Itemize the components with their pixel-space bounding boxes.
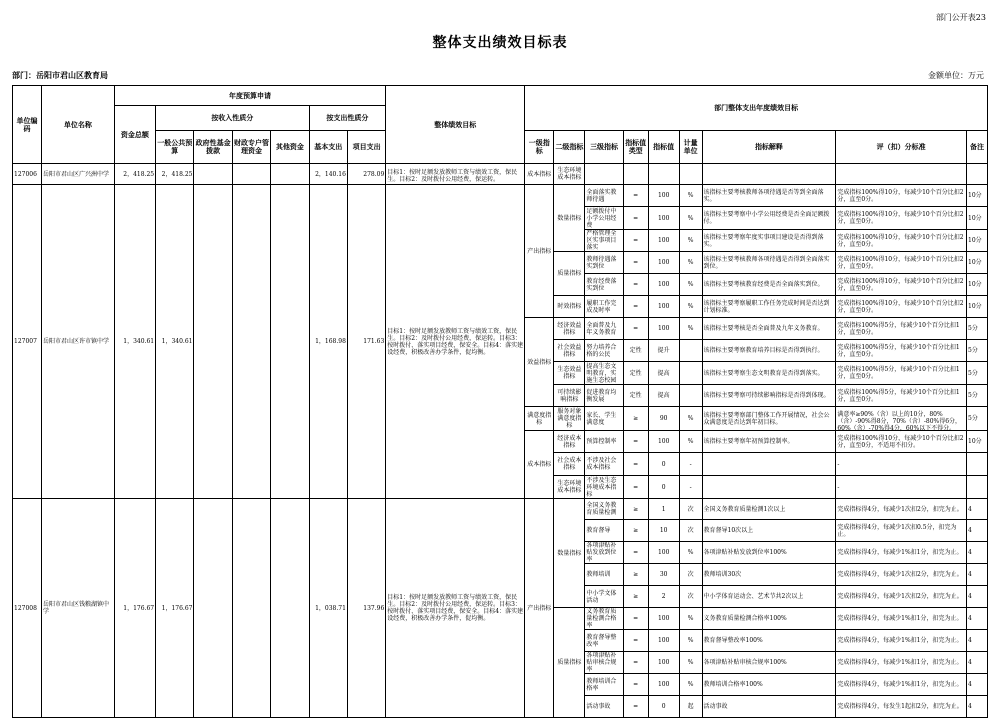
- indicator-explain: 活动事故: [702, 696, 836, 718]
- header-l1: 一级指标: [525, 131, 554, 164]
- value-type: =: [623, 318, 648, 340]
- indicator-value: 100: [648, 431, 679, 453]
- measure-unit: 起: [679, 696, 702, 718]
- header-goal: 整体绩效目标: [386, 86, 525, 164]
- value-type: =: [623, 252, 648, 274]
- value-type: =: [623, 230, 648, 252]
- scoring-criteria: 完成指标100%得5分，每减少10个百分比扣1分，直至0分。: [836, 362, 967, 385]
- l2-indicator: 时效指标: [554, 296, 585, 318]
- scoring-criteria: 完成指标100%得10分，每减少10个百分比扣2分，直至0分。: [836, 296, 967, 318]
- l3-indicator: 预算控制率: [585, 431, 623, 453]
- amount-general: 2，418.25: [156, 164, 194, 185]
- indicator-value: 1: [648, 499, 679, 520]
- measure-unit: %: [679, 674, 702, 696]
- value-type: [623, 164, 648, 185]
- remark: 4: [967, 564, 988, 586]
- scoring-criteria: 完成指标100%得5分，每减少10个百分比扣1分，直至0分。: [836, 318, 967, 340]
- header-total: 资金总额: [114, 106, 155, 164]
- l1-indicator: 满意度指标: [525, 407, 554, 431]
- remark: 10分: [967, 185, 988, 207]
- unit-goal: [386, 164, 525, 185]
- l2-indicator: 生态效益指标: [554, 362, 585, 385]
- scoring-criteria: -: [836, 453, 967, 476]
- scoring-criteria: 完成指标得4分，每减少1次扣2分，扣完为止。: [836, 586, 967, 608]
- remark: 5分: [967, 340, 988, 362]
- indicator-explain: 教育督导10次以上: [702, 520, 836, 542]
- amount-other: [271, 164, 309, 185]
- l2-indicator: 可持续影响指标: [554, 385, 585, 407]
- scoring-criteria: 完成指标得4分，每减少1%扣1分，扣完为止。: [836, 630, 967, 652]
- scoring-criteria: 完成指标100%得5分，每减少10个百分比扣1分，直至0分。: [836, 340, 967, 362]
- header-value-type: 指标值类型: [623, 131, 648, 164]
- indicator-value: 100: [648, 630, 679, 652]
- header-unit-name: 单位名称: [42, 86, 115, 164]
- measure-unit: %: [679, 542, 702, 564]
- value-type: ≥: [623, 564, 648, 586]
- measure-unit: %: [679, 608, 702, 630]
- l3-indicator: 全面普及九年义务教育: [585, 318, 623, 340]
- remark: [967, 453, 988, 476]
- unit-name: 岳阳市君山区钱粮湖镇中学: [42, 499, 115, 718]
- header-l3: 三级指标: [585, 131, 623, 164]
- measure-unit: 次: [679, 564, 702, 586]
- scoring-criteria: 完成指标100%得10分，每减少10个百分比扣2分，直至0分。: [836, 274, 967, 296]
- header-other: 其他资金: [271, 131, 309, 164]
- indicator-value: [648, 164, 679, 185]
- amount-general: 1，176.67: [156, 499, 194, 718]
- l3-indicator: 教师培训: [585, 564, 623, 586]
- scoring-criteria: 完成指标100%得10分，每减少10个百分比扣2分，直至0分，不适用不扣分。: [836, 431, 967, 453]
- measure-unit: [679, 340, 702, 362]
- l3-indicator: 不涉及社会成本指标: [585, 453, 623, 476]
- value-type: =: [623, 207, 648, 230]
- remark: 4: [967, 674, 988, 696]
- l3-indicator: 不涉及生态环境成本指标: [585, 476, 623, 499]
- remark: 10分: [967, 207, 988, 230]
- measure-unit: 次: [679, 499, 702, 520]
- remark: 10分: [967, 252, 988, 274]
- value-type: =: [623, 630, 648, 652]
- amount-basic: 2，140.16: [309, 164, 347, 185]
- table-row: [13, 499, 988, 520]
- remark: 10分: [967, 230, 988, 252]
- indicator-explain: 该指标主要考察年度实事项目建设是否得到落实。: [702, 230, 836, 252]
- indicator-explain: 该指标主要考察履职工作任务完成时间是否达到计划标准。: [702, 296, 836, 318]
- indicator-explain: 该指标主要考核教师各项待遇是否等到全面落实。: [702, 185, 836, 207]
- l3-indicator: 家长、学生满意度: [585, 407, 623, 431]
- scoring-criteria: 完成指标得4分，每减少1次扣2分，扣完为止。: [836, 499, 967, 520]
- scoring-criteria: 完成指标得4分，每减少1次扣2分，扣完为止。: [836, 564, 967, 586]
- l2-indicator: 质量指标: [554, 252, 585, 296]
- indicator-value: 10: [648, 520, 679, 542]
- header-remark: 备注: [967, 131, 988, 164]
- value-type: 定性: [623, 385, 648, 407]
- indicator-value: 100: [648, 608, 679, 630]
- amount-special: [232, 499, 270, 718]
- indicator-value: 100: [648, 296, 679, 318]
- measure-unit: %: [679, 431, 702, 453]
- amount-total: 1，176.67: [114, 499, 155, 718]
- measure-unit: 次: [679, 586, 702, 608]
- measure-unit: %: [679, 652, 702, 674]
- indicator-value: 100: [648, 318, 679, 340]
- measure-unit: %: [679, 252, 702, 274]
- l1-indicator: 成本指标: [525, 164, 554, 185]
- header-income-group: 按收入性质分: [156, 106, 309, 131]
- scoring-criteria: 完成指标得4分，每发生1起扣2分，扣完为止。: [836, 696, 967, 718]
- measure-unit: %: [679, 207, 702, 230]
- value-type: ≥: [623, 499, 648, 520]
- measure-unit: %: [679, 274, 702, 296]
- unit-goal: 目标1：按时足额发放教师工资与绩效工资，保民生。目标2：及时拨付公用经费，保运转。目标3：按时拨付、落实项目经费，保安全。目标4：落实建设经费，积极改善办学条件，促均衡。: [386, 185, 525, 499]
- remark: 5分: [967, 362, 988, 385]
- value-type: =: [623, 652, 648, 674]
- remark: 4: [967, 696, 988, 718]
- amount-special: [232, 164, 270, 185]
- indicator-value: 100: [648, 207, 679, 230]
- l3-indicator: 努力培养合格的公民: [585, 340, 623, 362]
- l3-indicator: 教师培训合格率: [585, 674, 623, 696]
- header-fund: 政府性基金拨款: [194, 131, 232, 164]
- measure-unit: %: [679, 318, 702, 340]
- amount-project: 171.63: [347, 185, 385, 499]
- indicator-value: 提高: [648, 362, 679, 385]
- remark: 5分: [967, 385, 988, 407]
- header-basic: 基本支出: [309, 131, 347, 164]
- amount-other: [271, 185, 309, 499]
- remark: 4: [967, 542, 988, 564]
- header-criteria: 评（扣）分标准: [836, 131, 967, 164]
- measure-unit: [679, 362, 702, 385]
- indicator-explain: 义务教育质量检测合格率100%: [702, 608, 836, 630]
- header-l2: 二级指标: [554, 131, 585, 164]
- scoring-criteria: 完成指标得4分，每减少1%扣1分，扣完为止。: [836, 542, 967, 564]
- table-number-label: 部门公开表23: [935, 13, 986, 22]
- scoring-criteria: [836, 407, 967, 431]
- l2-indicator: 服务对象满意度指标: [554, 407, 585, 431]
- value-type: 定性: [623, 362, 648, 385]
- scoring-criteria: 完成指标100%得10分，每减少10个百分比扣2分，直至0分。: [836, 252, 967, 274]
- l2-indicator: 经济成本指标: [554, 431, 585, 453]
- indicator-explain: 该指标主要考察中小学公用经费是否全面足额拨付。: [702, 207, 836, 230]
- indicator-explain: 该指标主要考察部门整体工作开展情况，社会公众满意度是否达到年初目标。: [702, 407, 836, 431]
- value-type: =: [623, 476, 648, 499]
- l3-indicator: 履职工作完成及时率: [585, 296, 623, 318]
- indicator-explain: 该指标主要考核教师各项待遇是否得到全面落实到位。: [702, 252, 836, 274]
- measure-unit: %: [679, 230, 702, 252]
- unit-name: 岳阳市君山区广兴洲中学: [42, 164, 115, 185]
- amount-other: [271, 499, 309, 718]
- l2-indicator: 质量指标: [554, 608, 585, 718]
- measure-unit: [679, 164, 702, 185]
- remark: 10分: [967, 296, 988, 318]
- l2-indicator: 经济效益指标: [554, 318, 585, 340]
- scoring-criteria: 完成指标100%得10分，每减少10个百分比扣2分，直至0分。: [836, 207, 967, 230]
- indicator-value: 100: [648, 185, 679, 207]
- indicator-value: 0: [648, 476, 679, 499]
- header-project: 项目支出: [347, 131, 385, 164]
- header-value: 指标值: [648, 131, 679, 164]
- indicator-value: 提高: [648, 385, 679, 407]
- remark: 4: [967, 630, 988, 652]
- l1-indicator: 产出指标: [525, 185, 554, 318]
- value-type: 定性: [623, 340, 648, 362]
- measure-unit: %: [679, 185, 702, 207]
- l3-indicator: 严格管理全区实事项目落实: [585, 230, 623, 252]
- indicator-explain: 教师培训30次: [702, 564, 836, 586]
- table-row: [13, 164, 988, 185]
- indicator-explain: 各项津贴补贴审核合规率100%: [702, 652, 836, 674]
- indicator-explain: 该指标主要考核是否全面普及九年义务教育。: [702, 318, 836, 340]
- value-type: =: [623, 185, 648, 207]
- remark: [967, 164, 988, 185]
- indicator-explain: [702, 164, 836, 185]
- header-special: 财政专户管理资金: [232, 131, 270, 164]
- l3-indicator: [585, 164, 623, 185]
- scoring-criteria-text: 满意率≥90%（含）以上的10分，80%（含）-90%得8分，70%（含）-80%得6分，60%（含）-70%得4分，60%以下不得分。: [837, 410, 962, 432]
- indicator-value: 0: [648, 453, 679, 476]
- amount-total: 2，418.25: [114, 164, 155, 185]
- amount-fund: [194, 164, 232, 185]
- amount-project: 278.09: [347, 164, 385, 185]
- value-type: ≥: [623, 407, 648, 431]
- indicator-value: 100: [648, 652, 679, 674]
- value-type: =: [623, 453, 648, 476]
- l3-indicator: 全面落实教师待遇: [585, 185, 623, 207]
- value-type: =: [623, 296, 648, 318]
- remark: 5分: [967, 407, 988, 431]
- value-type: ≥: [623, 520, 648, 542]
- unit-name: 岳阳市君山区许市镇中学: [42, 185, 115, 499]
- remark: [967, 476, 988, 499]
- amount-basic: 1，168.98: [309, 185, 347, 499]
- scoring-criteria: 完成指标得4分，每减少1%扣1分，扣完为止。: [836, 608, 967, 630]
- l3-indicator: 义务教育质量检测合格率: [585, 608, 623, 630]
- header-explain: 指标解释: [702, 131, 836, 164]
- header-expense-group: 按支出性质分: [309, 106, 386, 131]
- indicator-value: 100: [648, 542, 679, 564]
- measure-unit: -: [679, 453, 702, 476]
- remark: 4: [967, 652, 988, 674]
- measure-unit: %: [679, 296, 702, 318]
- remark: 4: [967, 499, 988, 520]
- l3-indicator: 教育经费落实到位: [585, 274, 623, 296]
- value-type: =: [623, 431, 648, 453]
- indicator-explain: 各项津贴补贴发放到位率100%: [702, 542, 836, 564]
- scoring-criteria: -: [836, 476, 967, 499]
- indicator-value: 90: [648, 407, 679, 431]
- indicator-explain: 全国义务教育质量检测1次以上: [702, 499, 836, 520]
- unit-goal-text: 目标1：按时足额发放教师工资与绩效工资，保民生。目标2：及时拨付公用经费，保运转。: [387, 169, 518, 183]
- measure-unit: %: [679, 407, 702, 431]
- remark: 4: [967, 608, 988, 630]
- indicator-explain: 教师培训合格率100%: [702, 674, 836, 696]
- performance-table: [12, 85, 988, 718]
- indicator-explain: 该指标主要考察可持续影响指标是否得到体现。: [702, 385, 836, 407]
- l1-indicator: 效益指标: [525, 318, 554, 407]
- l2-indicator: 生态环境成本指标: [554, 476, 585, 499]
- indicator-explain: 该指标主要考核教育经费是否全面落实到位。: [702, 274, 836, 296]
- indicator-value: 0: [648, 696, 679, 718]
- measure-unit: [679, 385, 702, 407]
- indicator-explain: 教育督导整改率100%: [702, 630, 836, 652]
- indicator-value: 100: [648, 274, 679, 296]
- unit-code: 127008: [13, 499, 42, 718]
- scoring-criteria: 完成指标100%得5分，每减少10个百分比扣1分，直至0分。: [836, 385, 967, 407]
- amount-fund: [194, 185, 232, 499]
- value-type: =: [623, 542, 648, 564]
- l3-indicator: 足额拨付中小学公用经费: [585, 207, 623, 230]
- header-code: 单位编码: [13, 86, 42, 164]
- page-title: 整体支出绩效目标表: [432, 35, 568, 51]
- unit-code: 127006: [13, 164, 42, 185]
- l2-indicator: 数量指标: [554, 185, 585, 252]
- scoring-criteria: 完成指标得4分，每减少1%扣1分，扣完为止。: [836, 674, 967, 696]
- l3-indicator: 教师待遇落实到位: [585, 252, 623, 274]
- value-type: =: [623, 674, 648, 696]
- amount-project: 137.96: [347, 499, 385, 718]
- indicator-value: 100: [648, 252, 679, 274]
- value-type: =: [623, 608, 648, 630]
- indicator-explain: [702, 453, 836, 476]
- amount-fund: [194, 499, 232, 718]
- l1-indicator: 成本指标: [525, 431, 554, 499]
- l2-indicator: 社会成本指标: [554, 453, 585, 476]
- unit-code: 127007: [13, 185, 42, 499]
- indicator-explain: 该指标主要考察年初预算控制率。: [702, 431, 836, 453]
- measure-unit: 次: [679, 520, 702, 542]
- scoring-criteria: 完成指标得4分，每减少1次扣0.5分，扣完为止。: [836, 520, 967, 542]
- l2-indicator: 社会效益指标: [554, 340, 585, 362]
- measure-unit: %: [679, 630, 702, 652]
- amount-total: 1，340.61: [114, 185, 155, 499]
- l3-indicator: 全国义务教育质量检测: [585, 499, 623, 520]
- indicator-value: 30: [648, 564, 679, 586]
- header-measure-unit: 计量单位: [679, 131, 702, 164]
- l1-indicator: 产出指标: [525, 499, 554, 718]
- scoring-criteria: 完成指标得4分，每减少1%扣1分，扣完为止。: [836, 652, 967, 674]
- l3-indicator: 各项津贴补贴审核合规率: [585, 652, 623, 674]
- indicator-value: 提升: [648, 340, 679, 362]
- measure-unit: -: [679, 476, 702, 499]
- remark: 10分: [967, 274, 988, 296]
- value-type: =: [623, 696, 648, 718]
- remark: 5分: [967, 318, 988, 340]
- scoring-criteria: 完成指标100%得10分，每减少10个百分比扣2分，直至0分。: [836, 185, 967, 207]
- amount-special: [232, 185, 270, 499]
- amount-basic: 1，038.71: [309, 499, 347, 718]
- header-budget-group: 年度预算申请: [114, 86, 386, 106]
- indicator-explain: 中小学体育运动会、艺术节共2次以上: [702, 586, 836, 608]
- unit-goal: 目标1：按时足额发放教师工资与绩效工资，保民生。目标2：及时拨付公用经费，保运转。目标3：按时拨付、落实项目经费，保安全。目标4：落实建设经费，积极改善办学条件，促均衡。: [386, 499, 525, 718]
- header-perf-group: 部门整体支出年度绩效目标: [525, 86, 988, 131]
- l3-indicator: 促进教育均衡发展: [585, 385, 623, 407]
- remark: 10分: [967, 431, 988, 453]
- value-type: =: [623, 274, 648, 296]
- amount-unit-label: 金额单位：万元: [928, 71, 984, 80]
- indicator-value: 2: [648, 586, 679, 608]
- amount-general: 1，340.61: [156, 185, 194, 499]
- scoring-criteria: 完成指标100%得10分，每减少10个百分比扣2分，直至0分。: [836, 230, 967, 252]
- indicator-explain: [702, 476, 836, 499]
- l3-indicator: 提高生态文明教育，实施生态校园: [585, 362, 623, 385]
- table-row: [13, 185, 988, 207]
- scoring-criteria: [836, 164, 967, 185]
- remark: 4: [967, 520, 988, 542]
- l3-indicator: 各项津贴补贴发放到位率: [585, 542, 623, 564]
- l2-indicator: 数量指标: [554, 499, 585, 608]
- header-general: 一般公共预算: [156, 131, 194, 164]
- indicator-value: 100: [648, 230, 679, 252]
- l3-indicator: 中小学文体活动: [585, 586, 623, 608]
- value-type: ≥: [623, 586, 648, 608]
- indicator-explain: 该指标主要考察生态文明教育是否得到落实。: [702, 362, 836, 385]
- l3-indicator: 教育督导: [585, 520, 623, 542]
- department-label: 部门：岳阳市君山区教育局: [12, 70, 108, 80]
- indicator-explain: 该指标主要考察教育培养目标是否得到执行。: [702, 340, 836, 362]
- l3-indicator: 活动事故: [585, 696, 623, 718]
- l3-indicator: 教育督导整改率: [585, 630, 623, 652]
- indicator-value: 100: [648, 674, 679, 696]
- l2-indicator: 生态环境成本指标: [554, 164, 585, 185]
- remark: 4: [967, 586, 988, 608]
